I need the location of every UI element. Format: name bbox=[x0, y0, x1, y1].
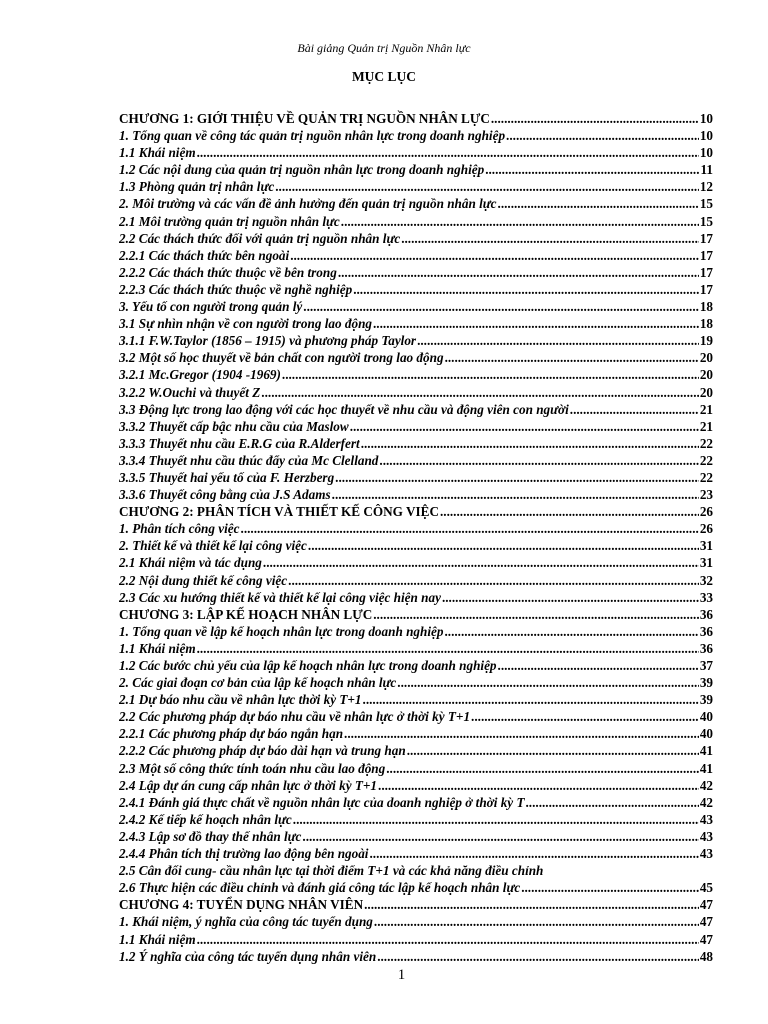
toc-dot-leader bbox=[353, 281, 699, 298]
toc-dot-leader bbox=[290, 247, 699, 264]
toc-chapter-entry[interactable] bbox=[119, 896, 713, 913]
toc-page-number: 19 bbox=[699, 333, 713, 349]
toc-entry[interactable] bbox=[119, 913, 713, 930]
toc-entry-text: 2.4.4 Phân tích thị trường lao động bên ngoài bbox=[119, 846, 369, 862]
toc-entry-text: 2.2 Nội dung thiết kế công việc bbox=[119, 572, 288, 588]
toc-entry[interactable] bbox=[119, 230, 713, 247]
toc-entry-text: 1.1 Khái niệm bbox=[119, 145, 196, 161]
toc-entry-text: 2.4.1 Đánh giá thực chất về nguồn nhân lực của doanh nghiệp ở thời kỳ T bbox=[119, 794, 525, 810]
toc-page-number: 17 bbox=[699, 230, 713, 246]
toc-entry-text: 1.2 Các nội dung của quản trị nguồn nhân lực trong doanh nghiệp bbox=[119, 162, 485, 178]
toc-entry[interactable] bbox=[119, 435, 713, 452]
toc-page-number: 37 bbox=[699, 658, 713, 673]
toc-entry-text: 3. Yếu tố con người trong quản lý bbox=[119, 299, 303, 315]
toc-entry-text: 2.2.1 Các thách thức bên ngoài bbox=[119, 247, 290, 263]
toc-page-number: 42 bbox=[699, 777, 713, 793]
toc-dot-leader bbox=[397, 674, 699, 691]
toc-page-number: 15 bbox=[699, 213, 713, 229]
toc-dot-leader bbox=[491, 110, 699, 127]
toc-page-number: 36 bbox=[699, 606, 713, 622]
toc-entry[interactable] bbox=[119, 554, 713, 571]
toc-page-number: 40 bbox=[699, 709, 713, 725]
toc-entry[interactable] bbox=[119, 777, 713, 794]
toc-entry[interactable] bbox=[119, 127, 713, 144]
toc-entry-text: CHƯƠNG 1: GIỚI THIỆU VỀ QUẢN TRỊ NGUỒN NHÂN LỰC bbox=[119, 111, 490, 126]
toc-page-number: 21 bbox=[699, 418, 713, 434]
toc-entry[interactable] bbox=[119, 948, 713, 965]
toc-dot-leader bbox=[364, 896, 699, 913]
toc-entry-text: 3.3.2 Thuyết cấp bậc nhu cầu của Maslow bbox=[119, 418, 349, 434]
toc-entry[interactable] bbox=[119, 845, 713, 862]
toc-entry[interactable] bbox=[119, 486, 713, 503]
toc-entry-text: 2.2 Các phương pháp dự báo nhu cầu về nhân lực ở thời kỳ T+1 bbox=[119, 709, 471, 725]
toc-dot-leader bbox=[302, 828, 698, 845]
toc-entry-text: 3.3.6 Thuyết công bằng của J.S Adams bbox=[119, 487, 331, 503]
toc-page-number: 31 bbox=[699, 538, 713, 554]
toc-chapter-entry[interactable] bbox=[119, 503, 713, 520]
toc-page-number: 22 bbox=[699, 435, 713, 451]
page-number: 1 bbox=[397, 967, 406, 983]
toc-entry-text: 2.2.2 Các phương pháp dự báo dài hạn và trung hạn bbox=[119, 743, 406, 759]
toc-page-number: 40 bbox=[699, 726, 713, 742]
toc-dot-leader bbox=[344, 725, 699, 742]
toc-dot-leader bbox=[308, 537, 699, 554]
running-header: Bài giảng Quản trị Nguồn Nhân lực bbox=[297, 41, 471, 55]
toc-page-number: 31 bbox=[699, 555, 713, 571]
toc-dot-leader bbox=[275, 178, 699, 195]
toc-entry[interactable] bbox=[119, 281, 713, 298]
toc-page-number: 47 bbox=[699, 897, 713, 913]
toc-dot-leader bbox=[335, 469, 699, 486]
toc-dot-leader bbox=[332, 486, 699, 503]
toc-entry[interactable] bbox=[119, 418, 713, 435]
toc-entry[interactable] bbox=[119, 195, 713, 212]
toc-dot-leader bbox=[407, 742, 699, 759]
toc-dot-leader bbox=[498, 195, 699, 212]
toc-entry[interactable] bbox=[119, 589, 713, 606]
toc-dot-leader bbox=[471, 708, 699, 725]
toc-entry-text: 2. Các giai đoạn cơ bản của lập kế hoạch nhân lực bbox=[119, 675, 397, 691]
toc-page-number: 12 bbox=[699, 179, 713, 195]
toc-dot-leader bbox=[282, 366, 699, 383]
toc-entry-text: 2.1 Khái niệm và tác dụng bbox=[119, 555, 262, 571]
toc-dot-leader bbox=[386, 760, 699, 777]
toc-entry[interactable] bbox=[119, 674, 713, 691]
toc-entry-text: 2.3 Các xu hướng thiết kế và thiết kế lại công việc hiện nay bbox=[119, 589, 441, 605]
toc-dot-leader bbox=[197, 640, 699, 657]
toc-page-number: 11 bbox=[700, 162, 713, 178]
toc-entry-text: 2.2 Các thách thức đối với quản trị nguồn nhân lực bbox=[119, 230, 401, 246]
toc-page-number: 39 bbox=[699, 675, 713, 691]
toc-entry-text: 1.1 Khái niệm bbox=[119, 931, 196, 947]
toc-dot-leader bbox=[485, 161, 699, 178]
toc-entry-text: 2.5 Cân đối cung- cầu nhân lực tại thời điểm T+1 và các khả năng điều chỉnh bbox=[119, 863, 544, 879]
toc-dot-leader bbox=[526, 794, 699, 811]
toc-entry[interactable] bbox=[119, 572, 713, 589]
toc-page-number: 18 bbox=[699, 299, 713, 315]
toc-page-number: 17 bbox=[699, 281, 713, 297]
toc-dot-leader bbox=[293, 811, 699, 828]
toc-entry-text: 2. Môi trường và các vấn đề ảnh hưởng đến quản trị nguồn nhân lực bbox=[119, 196, 497, 212]
toc-entry-text: 1. Khái niệm, ý nghĩa của công tác tuyển dụng bbox=[119, 914, 373, 930]
toc-entry[interactable] bbox=[119, 742, 713, 759]
toc-dot-leader bbox=[350, 418, 699, 435]
toc-entry[interactable] bbox=[119, 298, 713, 315]
toc-dot-leader bbox=[197, 144, 699, 161]
toc-entry[interactable] bbox=[119, 178, 713, 195]
toc-dot-leader bbox=[338, 264, 699, 281]
toc-entry[interactable] bbox=[119, 315, 713, 332]
toc-dot-leader bbox=[288, 572, 699, 589]
toc-page-number: 23 bbox=[699, 487, 713, 503]
toc-entry-text: 3.3.5 Thuyết hai yếu tố của F. Herzberg bbox=[119, 469, 335, 485]
toc-dot-leader bbox=[261, 384, 699, 401]
toc-entry[interactable] bbox=[119, 725, 713, 742]
toc-entry-text: 1. Tổng quan về công tác quản trị nguồn nhân lực trong doanh nghiệp bbox=[119, 128, 506, 144]
toc-page-number: 22 bbox=[699, 452, 713, 468]
toc-entry[interactable] bbox=[119, 264, 713, 281]
toc-dot-leader bbox=[373, 606, 699, 623]
toc-chapter-entry[interactable] bbox=[119, 110, 713, 127]
toc-dot-leader bbox=[521, 879, 699, 896]
toc-page-number: 26 bbox=[699, 521, 713, 537]
toc-entry[interactable] bbox=[119, 520, 713, 537]
toc-page-number: 42 bbox=[699, 794, 713, 810]
toc-entry[interactable] bbox=[119, 144, 713, 161]
toc-dot-leader bbox=[445, 349, 699, 366]
toc-entry-text: 1. Tổng quan về lập kế hoạch nhân lực trong doanh nghiệp bbox=[119, 623, 444, 639]
toc-entry-text: 1.2 Ý nghĩa của công tác tuyển dụng nhân viên bbox=[119, 948, 377, 964]
toc-dot-leader bbox=[417, 332, 699, 349]
toc-entry[interactable] bbox=[119, 760, 713, 777]
toc-entry[interactable] bbox=[119, 366, 713, 383]
toc-page-number: 22 bbox=[699, 469, 713, 485]
toc-entry-text: 1. Phân tích công việc bbox=[119, 521, 240, 537]
toc-dot-leader bbox=[363, 691, 699, 708]
toc-page-number: 41 bbox=[699, 760, 713, 776]
toc-page-number: 43 bbox=[699, 846, 713, 862]
page-title: MỤC LỤC bbox=[351, 69, 417, 84]
toc-dot-leader bbox=[498, 657, 699, 674]
toc-dot-leader bbox=[379, 452, 698, 469]
toc-page-number: 41 bbox=[699, 743, 713, 759]
toc-entry-text: 2.4.3 Lập sơ đồ thay thế nhân lực bbox=[119, 828, 302, 844]
toc-entry-text: 3.1.1 F.W.Taylor (1856 – 1915) và phương pháp Taylor bbox=[119, 333, 417, 349]
toc-entry[interactable] bbox=[119, 657, 713, 674]
toc-dot-leader bbox=[506, 127, 699, 144]
toc-entry-text: 2.2.1 Các phương pháp dự báo ngắn hạn bbox=[119, 726, 344, 742]
toc-page-number: 20 bbox=[699, 367, 713, 383]
toc-dot-leader bbox=[303, 298, 699, 315]
toc-entry[interactable] bbox=[119, 623, 713, 640]
toc-page-number: 32 bbox=[699, 572, 713, 588]
toc-page-number: 10 bbox=[699, 128, 713, 144]
toc-page-number: 47 bbox=[699, 914, 713, 930]
toc-page-number: 17 bbox=[699, 247, 713, 263]
toc-page-number: 17 bbox=[699, 264, 713, 280]
toc-entry-text: 3.2.2 W.Ouchi và thuyết Z bbox=[119, 384, 261, 400]
toc-page-number: 21 bbox=[699, 401, 713, 417]
toc-entry[interactable] bbox=[119, 862, 713, 879]
toc-page-number: 10 bbox=[699, 145, 713, 161]
toc-entry-text: 1.2 Các bước chủ yếu của lập kế hoạch nhân lực trong doanh nghiệp bbox=[119, 658, 497, 673]
toc-entry[interactable] bbox=[119, 213, 713, 230]
toc-entry[interactable] bbox=[119, 469, 713, 486]
table-of-contents bbox=[119, 110, 713, 965]
toc-page-number: 48 bbox=[699, 948, 713, 964]
toc-entry[interactable] bbox=[119, 401, 713, 418]
toc-entry[interactable] bbox=[119, 828, 713, 845]
toc-entry[interactable] bbox=[119, 161, 713, 178]
toc-entry-text: 2.2.3 Các thách thức thuộc về nghề nghiệp bbox=[119, 281, 353, 297]
toc-entry[interactable] bbox=[119, 708, 713, 725]
toc-dot-leader bbox=[263, 554, 699, 571]
toc-entry-text: 2.4.2 Kế tiếp kế hoạch nhân lực bbox=[119, 811, 292, 827]
toc-dot-leader bbox=[241, 520, 699, 537]
toc-entry-text: 2.1 Môi trường quản trị nguồn nhân lực bbox=[119, 213, 340, 229]
toc-entry-text: 1.3 Phòng quản trị nhân lực bbox=[119, 179, 275, 195]
toc-entry-text: 2.2.2 Các thách thức thuộc về bên trong bbox=[119, 264, 337, 280]
toc-entry[interactable] bbox=[119, 384, 713, 401]
toc-page-number: 10 bbox=[699, 111, 713, 126]
toc-dot-leader bbox=[197, 931, 699, 948]
toc-entry-text: 3.2 Một số học thuyết về bản chất con người trong lao động bbox=[119, 350, 444, 366]
toc-entry[interactable] bbox=[119, 349, 713, 366]
toc-entry-text: CHƯƠNG 3: LẬP KẾ HOẠCH NHÂN LỰC bbox=[119, 606, 373, 622]
toc-dot-leader bbox=[440, 503, 699, 520]
toc-entry[interactable] bbox=[119, 640, 713, 657]
toc-page-number: 18 bbox=[699, 316, 713, 332]
toc-entry-text: CHƯƠNG 2: PHÂN TÍCH VÀ THIẾT KẾ CÔNG VIỆC bbox=[119, 504, 439, 520]
toc-page-number: 39 bbox=[699, 692, 713, 708]
toc-entry-text: 2.4 Lập dự án cung cấp nhân lực ở thời kỳ T+1 bbox=[119, 777, 378, 793]
toc-page-number: 20 bbox=[699, 350, 713, 366]
toc-entry[interactable] bbox=[119, 879, 713, 896]
toc-dot-leader bbox=[442, 589, 699, 606]
toc-entry-text: 3.2.1 Mc.Gregor (1904 -1969) bbox=[119, 367, 281, 383]
toc-page-number: 43 bbox=[699, 828, 713, 844]
toc-dot-leader bbox=[377, 948, 699, 965]
toc-chapter-entry[interactable] bbox=[119, 606, 713, 623]
toc-page-number: 15 bbox=[699, 196, 713, 212]
toc-entry[interactable] bbox=[119, 332, 713, 349]
toc-entry[interactable] bbox=[119, 452, 713, 469]
toc-dot-leader bbox=[361, 435, 699, 452]
toc-entry-text: 3.3.4 Thuyết nhu cầu thúc đẩy của Mc Clelland bbox=[119, 452, 379, 468]
toc-page-number: 36 bbox=[699, 640, 713, 656]
toc-entry-text: 2. Thiết kế và thiết kế lại công việc bbox=[119, 538, 307, 554]
toc-entry[interactable] bbox=[119, 537, 713, 554]
toc-page-number: 26 bbox=[699, 504, 713, 520]
toc-entry-text: 2.1 Dự báo nhu cầu về nhân lực thời kỳ T+1 bbox=[119, 692, 362, 708]
toc-dot-leader bbox=[570, 401, 699, 418]
toc-dot-leader bbox=[341, 213, 699, 230]
toc-dot-leader bbox=[378, 777, 699, 794]
toc-entry-text: 3.3.3 Thuyết nhu cầu E.R.G của R.Alderfert bbox=[119, 435, 360, 451]
toc-entry-text: 3.3 Động lực trong lao động với các học thuyết về nhu cầu và động viên con người bbox=[119, 401, 569, 417]
toc-dot-leader bbox=[373, 315, 699, 332]
toc-page-number: 33 bbox=[699, 589, 713, 605]
toc-page-number: 47 bbox=[699, 931, 713, 947]
toc-dot-leader bbox=[444, 623, 698, 640]
toc-entry-text: 3.1 Sự nhìn nhận về con người trong lao động bbox=[119, 316, 372, 332]
toc-dot-leader bbox=[374, 913, 699, 930]
toc-entry-text: 2.6 Thực hiện các điều chỉnh và đánh giá công tác lập kế hoạch nhân lực bbox=[119, 880, 521, 896]
toc-entry-text: 2.3 Một số công thức tính toán nhu cầu lao động bbox=[119, 760, 386, 776]
toc-page-number: 36 bbox=[699, 623, 713, 639]
toc-dot-leader bbox=[369, 845, 698, 862]
toc-dot-leader bbox=[401, 230, 699, 247]
toc-entry[interactable] bbox=[119, 931, 713, 948]
toc-entry-text: CHƯƠNG 4: TUYỂN DỤNG NHÂN VIÊN bbox=[119, 897, 364, 913]
toc-page-number: 20 bbox=[699, 384, 713, 400]
toc-entry[interactable] bbox=[119, 691, 713, 708]
toc-entry-text: 1.1 Khái niệm bbox=[119, 640, 196, 656]
toc-entry[interactable] bbox=[119, 794, 713, 811]
toc-page-number: 45 bbox=[699, 880, 713, 896]
toc-page-number: 43 bbox=[699, 811, 713, 827]
toc-entry[interactable] bbox=[119, 811, 713, 828]
toc-entry[interactable] bbox=[119, 247, 713, 264]
